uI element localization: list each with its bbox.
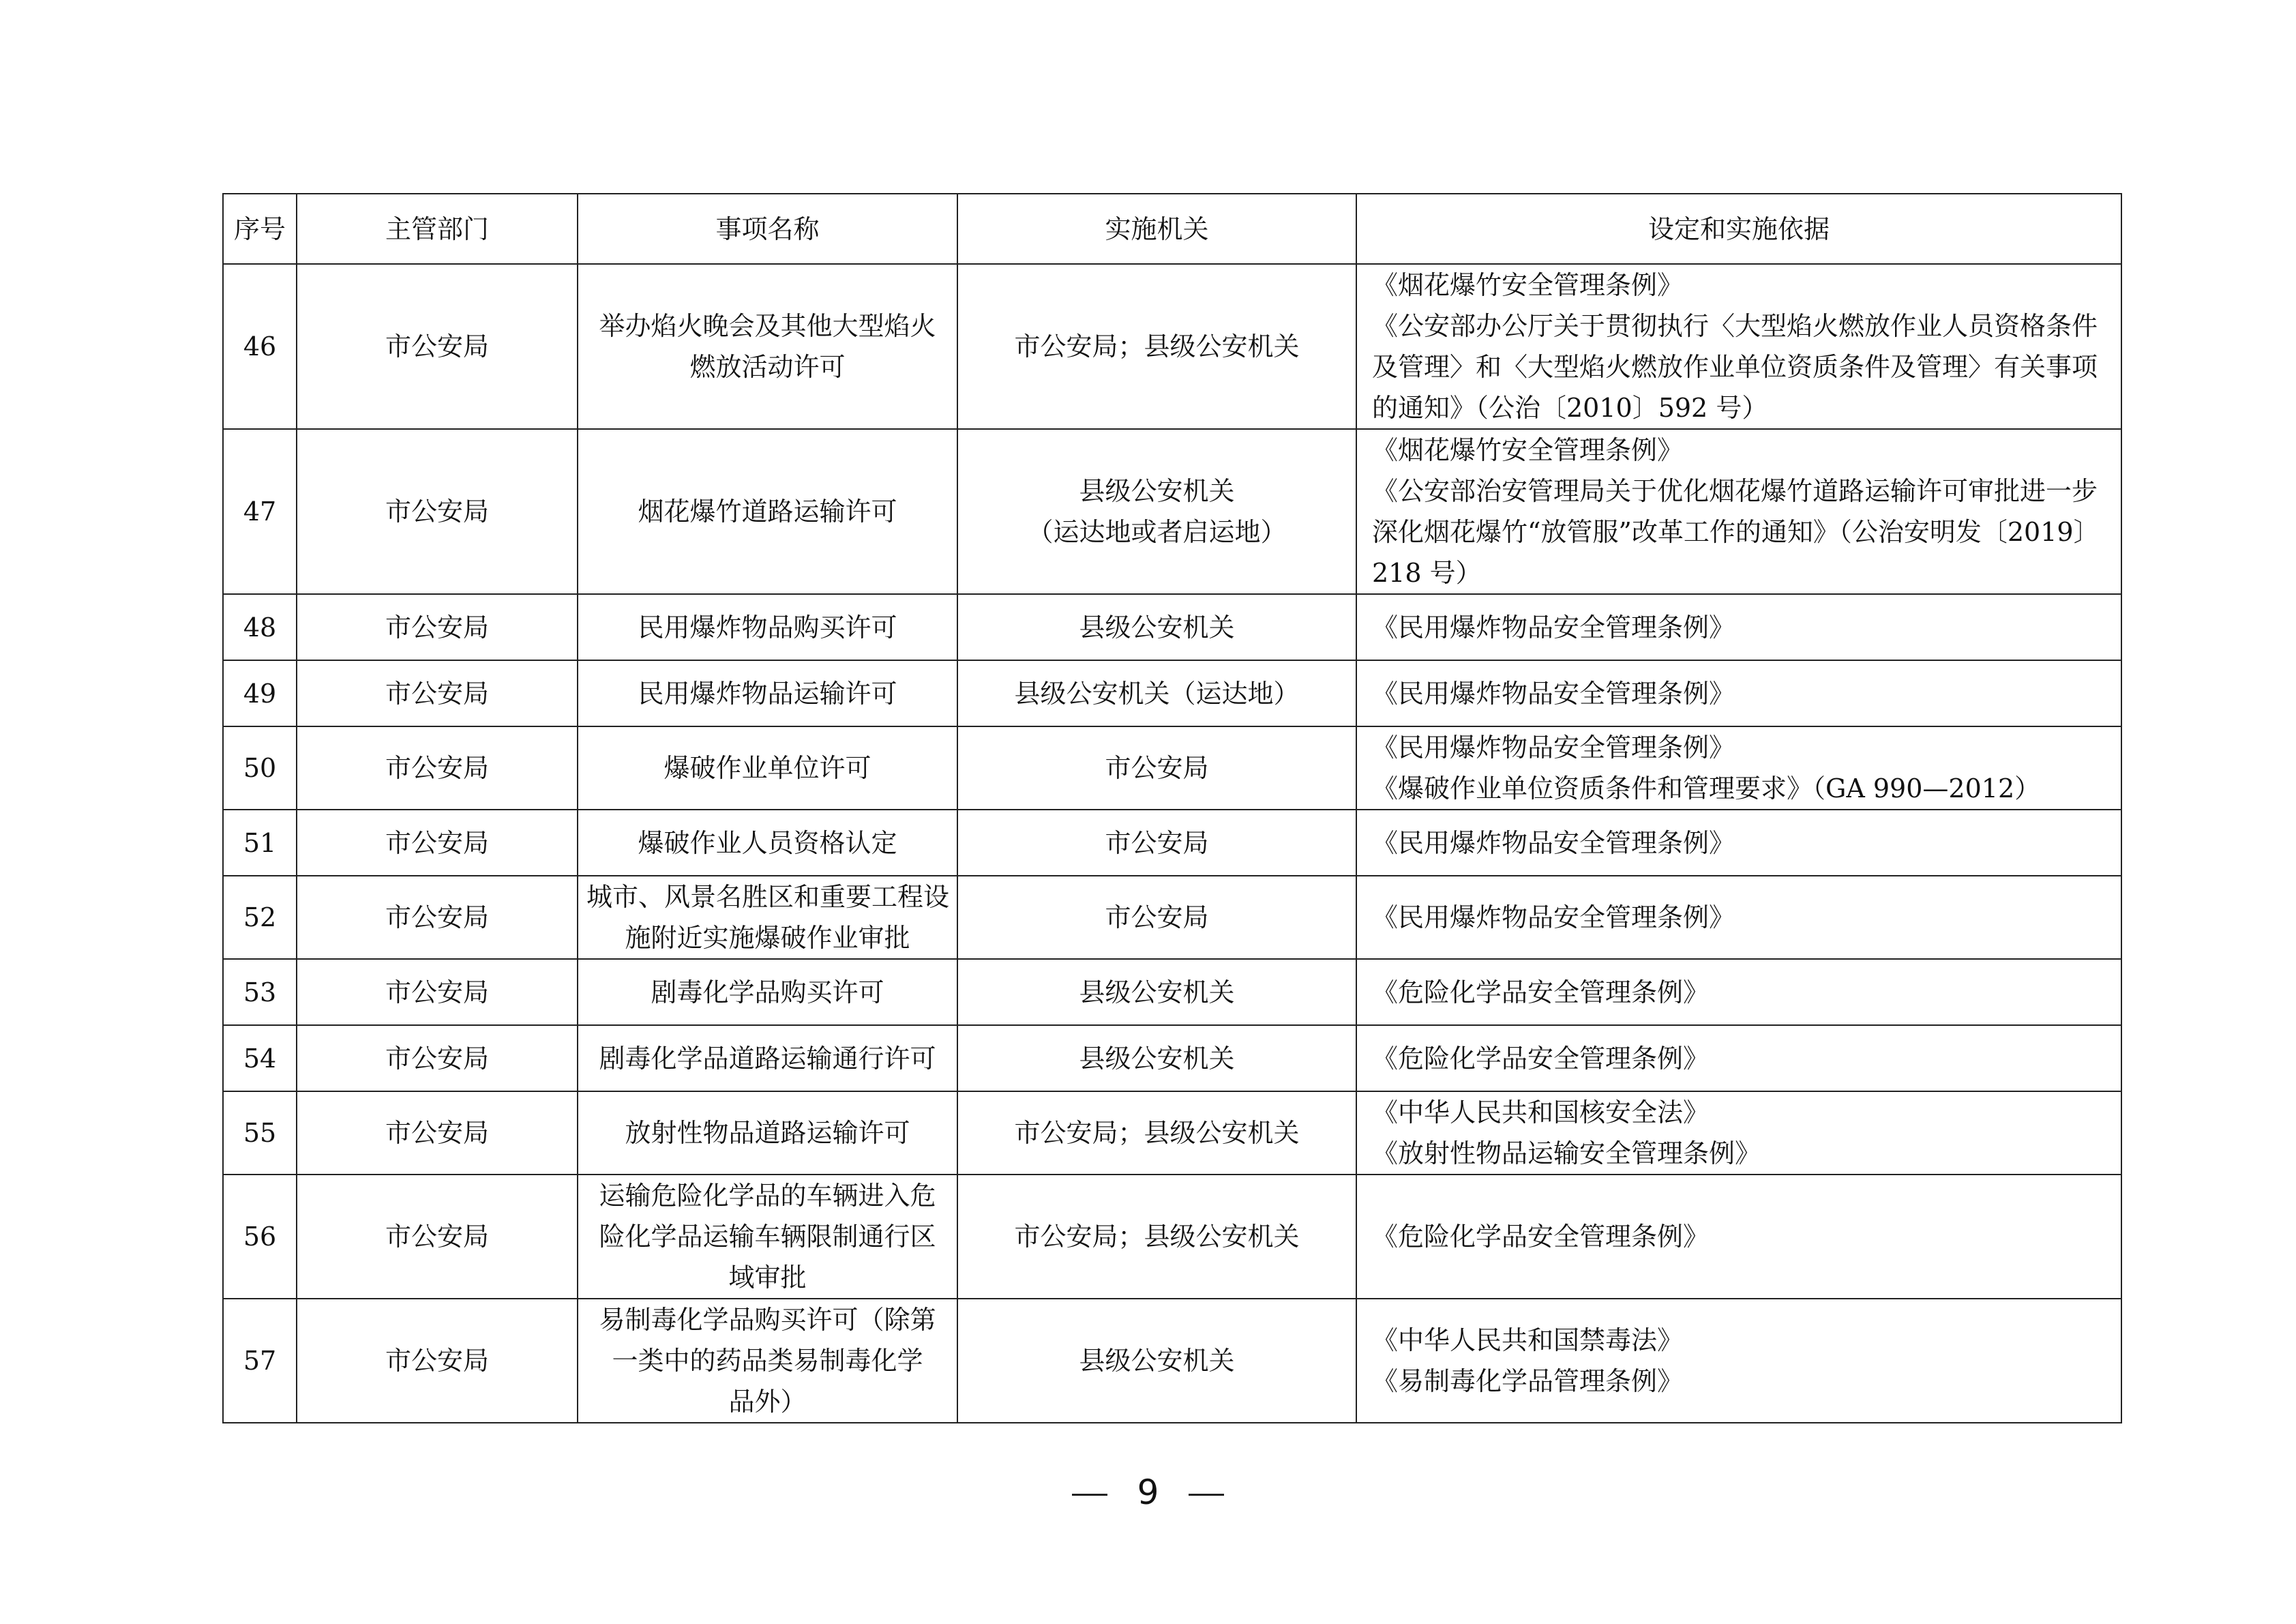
header-department: 主管部门 (297, 194, 578, 264)
cell-agency (957, 264, 1356, 429)
cell-agency-line: 市公安局 (1105, 827, 1209, 858)
cell-department: 市公安局 (297, 264, 578, 429)
cell-agency (957, 876, 1356, 959)
cell-department: 市公安局 (297, 1025, 578, 1091)
cell-item-line: 民用爆炸物品购买许可 (638, 612, 897, 643)
cell-basis-line: 《爆破作业单位资质条件和管理要求》（GA 990—2012） (1372, 773, 2041, 803)
cell-no: 52 (223, 876, 297, 959)
cell-agency-line: 市公安局；县级公安机关 (1014, 1222, 1300, 1252)
cell-basis-line: 《危险化学品安全管理条例》 (1372, 977, 1710, 1007)
cell-agency-line: 县级公安机关 (1079, 977, 1235, 1007)
table-row (223, 660, 2121, 726)
cell-item-line: 域审批 (728, 1263, 807, 1293)
cell-no: 50 (223, 726, 297, 810)
cell-item (578, 810, 957, 876)
cell-basis (1356, 264, 2121, 429)
table-header-row (223, 194, 2121, 264)
cell-agency-line: 市公安局；县级公安机关 (1014, 331, 1300, 361)
table-row (223, 726, 2121, 810)
cell-item-line: 放射性物品道路运输许可 (625, 1118, 910, 1148)
table-row (223, 1299, 2121, 1423)
cell-basis-line: 《民用爆炸物品安全管理条例》 (1372, 733, 1735, 763)
cell-item-line: 一类中的药品类易制毒化学 (612, 1346, 923, 1376)
table-row (223, 264, 2121, 429)
cell-department: 市公安局 (297, 1299, 578, 1423)
cell-agency (957, 660, 1356, 726)
cell-basis-line: 《中华人民共和国禁毒法》 (1372, 1325, 1684, 1355)
cell-agency (957, 1299, 1356, 1423)
cell-basis-line: 《民用爆炸物品安全管理条例》 (1372, 827, 1735, 858)
header-agency: 实施机关 (957, 194, 1356, 264)
table-row (223, 429, 2121, 594)
cell-item (578, 1299, 957, 1423)
cell-no: 54 (223, 1025, 297, 1091)
cell-item-line: 烟花爆竹道路运输许可 (638, 497, 897, 527)
cell-agency (957, 1025, 1356, 1091)
cell-agency-line: （运达地或者启运地） (1027, 517, 1287, 547)
cell-basis (1356, 594, 2121, 660)
footer-dash-left (1072, 1494, 1107, 1496)
cell-item (578, 660, 957, 726)
cell-item-line: 险化学品运输车辆限制通行区 (599, 1222, 936, 1252)
cell-basis-line: 《放射性物品运输安全管理条例》 (1372, 1138, 1761, 1168)
cell-no: 51 (223, 810, 297, 876)
table-row (223, 1175, 2121, 1299)
cell-item (578, 876, 957, 959)
cell-item-line: 剧毒化学品购买许可 (651, 977, 884, 1007)
cell-basis (1356, 429, 2121, 594)
table-row (223, 1025, 2121, 1091)
table-row (223, 959, 2121, 1025)
table-row (223, 810, 2121, 876)
header-item: 事项名称 (578, 194, 957, 264)
cell-basis (1356, 726, 2121, 810)
footer-dash-right (1189, 1494, 1224, 1496)
cell-item-line: 爆破作业单位许可 (664, 753, 871, 783)
cell-department: 市公安局 (297, 1175, 578, 1299)
page-number: 9 (1137, 1473, 1159, 1512)
cell-department: 市公安局 (297, 660, 578, 726)
cell-basis (1356, 1175, 2121, 1299)
cell-basis (1356, 1025, 2121, 1091)
table-row (223, 594, 2121, 660)
cell-item (578, 594, 957, 660)
cell-no: 53 (223, 959, 297, 1025)
cell-department: 市公安局 (297, 594, 578, 660)
cell-item (578, 726, 957, 810)
cell-department: 市公安局 (297, 810, 578, 876)
cell-department: 市公安局 (297, 726, 578, 810)
cell-basis-line: 《易制毒化学品管理条例》 (1372, 1366, 1684, 1396)
cell-item-line: 城市、风景名胜区和重要工程设 (586, 882, 950, 912)
cell-basis-line: 《民用爆炸物品安全管理条例》 (1372, 902, 1735, 932)
cell-agency-line: 市公安局 (1105, 902, 1209, 932)
cell-basis-line: 《公安部办公厅关于贯彻执行〈大型焰火燃放作业人员资格条件及管理〉和〈大型焰火燃放作业单位资质条件及管理〉有关事项的通知》（公治〔2010〕592 号） (1372, 311, 2098, 423)
cell-item-line: 剧毒化学品道路运输通行许可 (599, 1043, 936, 1074)
cell-item (578, 1091, 957, 1175)
cell-item-line: 品外） (728, 1387, 807, 1417)
cell-agency (957, 1091, 1356, 1175)
cell-basis-line: 《危险化学品安全管理条例》 (1372, 1222, 1710, 1252)
cell-no: 47 (223, 429, 297, 594)
header-no: 序号 (223, 194, 297, 264)
cell-department: 市公安局 (297, 959, 578, 1025)
table-body (223, 264, 2121, 1423)
cell-basis (1356, 959, 2121, 1025)
cell-basis-line: 《中华人民共和国核安全法》 (1372, 1097, 1710, 1127)
cell-basis-line: 《民用爆炸物品安全管理条例》 (1372, 612, 1735, 643)
cell-item (578, 1175, 957, 1299)
cell-agency-line: 县级公安机关 (1079, 1346, 1235, 1376)
cell-item (578, 429, 957, 594)
cell-no: 57 (223, 1299, 297, 1423)
cell-basis-line: 《民用爆炸物品安全管理条例》 (1372, 678, 1735, 709)
cell-agency (957, 1175, 1356, 1299)
cell-item (578, 959, 957, 1025)
cell-agency (957, 810, 1356, 876)
cell-agency (957, 726, 1356, 810)
table-row (223, 1091, 2121, 1175)
cell-item-line: 易制毒化学品购买许可（除第 (599, 1305, 936, 1335)
page-footer (0, 1465, 2296, 1520)
cell-agency (957, 594, 1356, 660)
cell-department: 市公安局 (297, 1091, 578, 1175)
cell-item-line: 运输危险化学品的车辆进入危 (599, 1181, 936, 1211)
cell-item-line: 燃放活动许可 (689, 352, 846, 382)
cell-basis-line: 《危险化学品安全管理条例》 (1372, 1043, 1710, 1074)
header-basis: 设定和实施依据 (1356, 194, 2121, 264)
cell-basis (1356, 660, 2121, 726)
cell-basis (1356, 1299, 2121, 1423)
cell-item-line: 爆破作业人员资格认定 (638, 827, 897, 858)
cell-item (578, 1025, 957, 1091)
cell-agency (957, 429, 1356, 594)
cell-agency-line: 县级公安机关 (1079, 612, 1235, 643)
cell-agency-line: 市公安局 (1105, 753, 1209, 783)
cell-no: 49 (223, 660, 297, 726)
cell-item (578, 264, 957, 429)
cell-agency-line: 县级公安机关 (1079, 476, 1235, 506)
cell-basis-line: 《烟花爆竹安全管理条例》 (1372, 270, 1684, 300)
cell-agency (957, 959, 1356, 1025)
cell-basis-line: 《烟花爆竹安全管理条例》 (1372, 435, 1684, 465)
cell-basis (1356, 1091, 2121, 1175)
cell-item-line: 民用爆炸物品运输许可 (638, 678, 897, 709)
cell-department: 市公安局 (297, 429, 578, 594)
table-row (223, 876, 2121, 959)
cell-no: 56 (223, 1175, 297, 1299)
cell-agency-line: 县级公安机关 (1079, 1043, 1235, 1074)
cell-no: 46 (223, 264, 297, 429)
cell-basis-line: 《公安部治安管理局关于优化烟花爆竹道路运输许可审批进一步深化烟花爆竹“放管服”改革工作的通知》（公治安明发〔2019〕218 号） (1372, 476, 2100, 588)
cell-item-line: 施附近实施爆破作业审批 (625, 923, 910, 953)
cell-basis (1356, 810, 2121, 876)
cell-department: 市公安局 (297, 876, 578, 959)
cell-no: 55 (223, 1091, 297, 1175)
cell-agency-line: 市公安局；县级公安机关 (1014, 1118, 1300, 1148)
cell-basis (1356, 876, 2121, 959)
cell-no: 48 (223, 594, 297, 660)
cell-agency-line: 县级公安机关（运达地） (1014, 678, 1300, 709)
cell-item-line: 举办焰火晚会及其他大型焰火 (599, 311, 936, 341)
permit-table (222, 193, 2122, 1423)
